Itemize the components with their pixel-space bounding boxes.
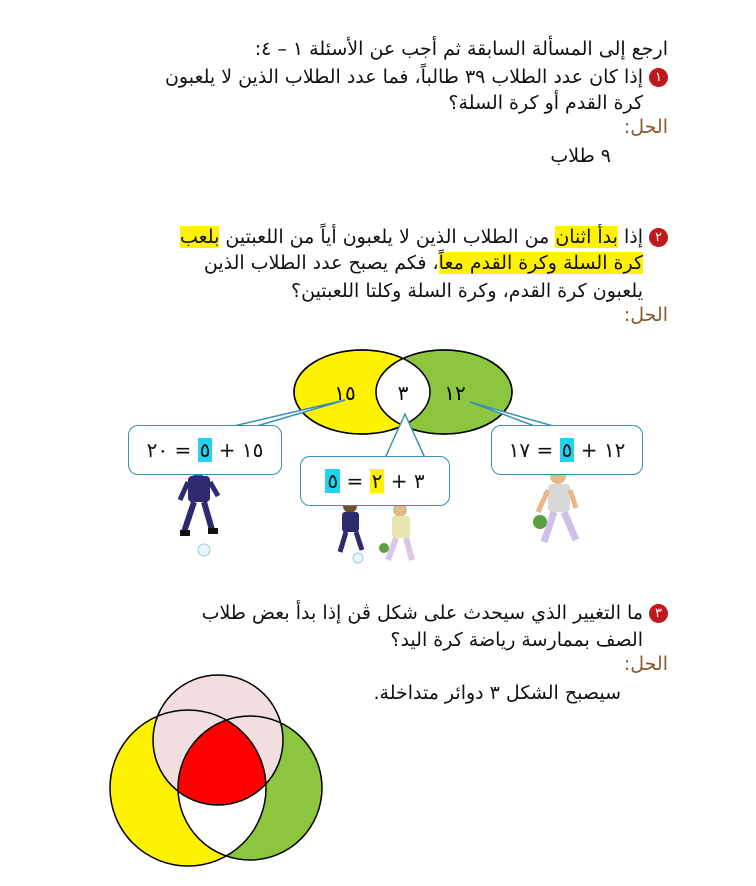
question-2-line-1 (180, 224, 668, 250)
question-3-answer: سيصبح الشكل ٣ دوائر متداخلة. (373, 682, 621, 704)
question-3-line-1 (202, 600, 668, 626)
venn-left-value: ١٥ (334, 381, 356, 405)
question-2-line-3: يلعبون كرة القدم، وكرة السلة وكلتا اللعبتين؟ (291, 280, 643, 302)
basketball-player-icon (533, 468, 576, 542)
question-2-text-b: من الطلاب الذين لا يلعبون أياً من اللعبتين (219, 226, 556, 248)
question-3-solution-label: الحل: (623, 653, 668, 675)
question-2-text-a: إذا (617, 226, 643, 248)
question-2-highlight-3: كرة السلة وكرة القدم معاً (438, 252, 643, 274)
venn-diagram-three-sets (100, 670, 340, 870)
question-2-number: ٢ (649, 228, 668, 247)
question-1-line-1 (165, 64, 668, 90)
bubble-middle: ٣ + ٢ = ٥ (300, 456, 450, 506)
question-3-text: ما التغيير الذي سيحدث على شكل ڤن إذا بدأ بعض طلاب (201, 602, 643, 624)
question-3-line-2: الصف بممارسة رياضة كرة اليد؟ (390, 629, 643, 651)
question-2-highlight-2: بلعب (179, 226, 220, 248)
venn-middle-value: ٣ (397, 381, 409, 405)
question-1-line-2: كرة القدم أو كرة السلة؟ (448, 92, 643, 114)
soccer-player-small-icon (340, 499, 363, 563)
question-2-text-c: ، فكم يصبح عدد الطلاب الذين (203, 252, 439, 274)
question-2-line-2 (204, 250, 643, 276)
question-1-answer: ٩ طلاب (550, 145, 611, 167)
venn-right-value: ١٢ (444, 381, 466, 405)
question-3-number: ٣ (649, 604, 668, 623)
bubble-left: ١٥ + ٥ = ٢٠ (128, 425, 282, 475)
basketball-player-small-icon (379, 503, 412, 560)
intro-text: ارجع إلى المسألة السابقة ثم أجب عن الأسئلة ١ – ٤: (254, 38, 668, 60)
question-1-text: إذا كان عدد الطلاب ٣٩ طالباً، فما عدد الطلاب الذين لا يلعبون (164, 66, 643, 88)
bubble-right: ١٢ + ٥ = ١٧ (491, 425, 643, 475)
question-2-highlight-1: بدأ اثنان (555, 226, 618, 248)
question-1-solution-label: الحل: (623, 116, 668, 138)
question-2-solution-label: الحل: (623, 304, 668, 326)
question-1-number: ١ (649, 68, 668, 87)
